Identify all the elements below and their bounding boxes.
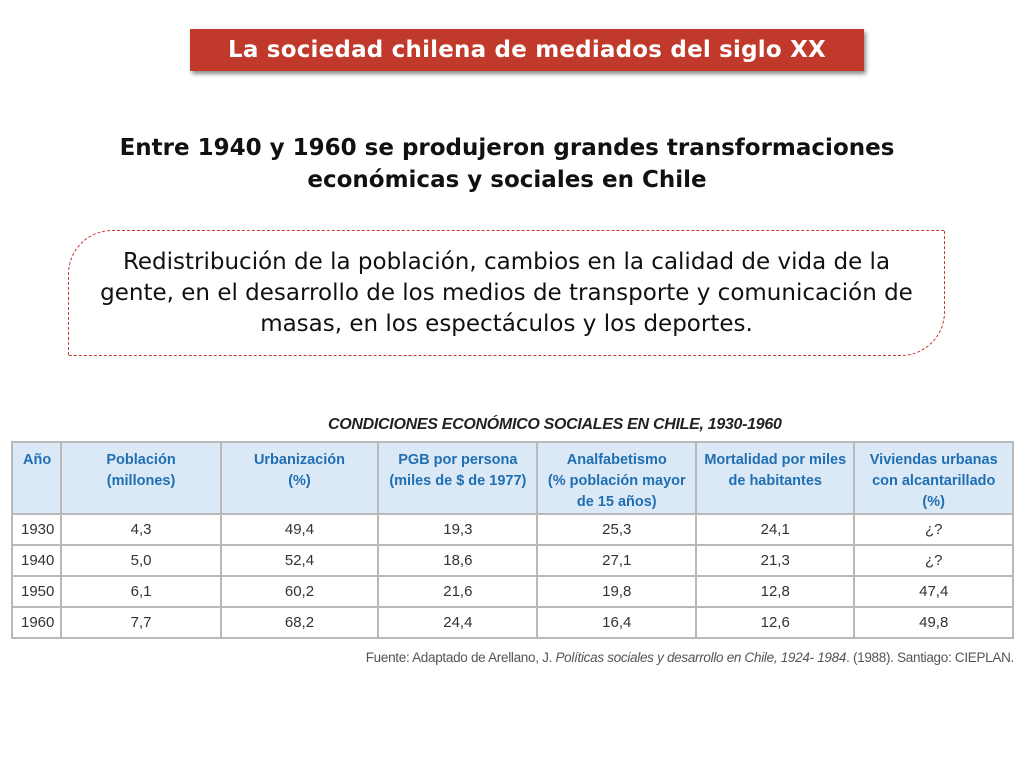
cell-population: 6,1 bbox=[61, 576, 220, 607]
table-header-row bbox=[12, 442, 1013, 514]
table-row bbox=[12, 576, 1013, 607]
table-row bbox=[12, 545, 1013, 576]
cell-illiteracy: 16,4 bbox=[537, 607, 696, 638]
header-gdp-line1: PGB por persona bbox=[398, 452, 518, 468]
header-illiteracy-line1: Analfabetismo bbox=[566, 452, 667, 468]
cell-urbanization: 60,2 bbox=[221, 576, 379, 607]
cell-sewerage: ¿? bbox=[854, 545, 1013, 576]
header-urbanization-line1: Urbanización bbox=[253, 452, 345, 468]
cell-year: 1930 bbox=[12, 514, 61, 545]
header-population-line2: (millones) bbox=[106, 473, 176, 489]
header-urbanization-line2: (%) bbox=[288, 473, 311, 489]
callout-box bbox=[68, 230, 945, 356]
subtitle-line-1: Entre 1940 y 1960 se produjeron grandes transformaciones bbox=[119, 135, 895, 161]
header-year-label: Año bbox=[23, 452, 52, 468]
cell-mortality: 12,6 bbox=[696, 607, 854, 638]
header-illiteracy bbox=[537, 442, 696, 514]
cell-urbanization: 68,2 bbox=[221, 607, 379, 638]
cell-illiteracy: 19,8 bbox=[537, 576, 696, 607]
header-sewerage-line1: Viviendas urbanas bbox=[869, 452, 998, 468]
cell-sewerage: ¿? bbox=[854, 514, 1013, 545]
header-year bbox=[12, 442, 61, 514]
table-row bbox=[12, 514, 1013, 545]
subtitle bbox=[40, 132, 974, 196]
source-suffix: . (1988). Santiago: CIEPLAN. bbox=[846, 650, 1014, 665]
header-mortality-line1: Mortalidad por miles bbox=[704, 452, 847, 468]
header-gdp-line2: (miles de $ de 1977) bbox=[389, 473, 527, 489]
cell-sewerage: 49,8 bbox=[854, 607, 1013, 638]
header-illiteracy-line2: (% población mayor bbox=[547, 473, 686, 489]
cell-mortality: 21,3 bbox=[696, 545, 854, 576]
cell-gdp: 24,4 bbox=[378, 607, 537, 638]
header-mortality bbox=[696, 442, 854, 514]
header-population-line1: Población bbox=[106, 452, 176, 468]
header-mortality-line2: de habitantes bbox=[728, 473, 822, 489]
cell-urbanization: 49,4 bbox=[221, 514, 379, 545]
cell-gdp: 21,6 bbox=[378, 576, 537, 607]
slide-title-text: La sociedad chilena de mediados del siglo XX bbox=[228, 37, 826, 63]
header-gdp bbox=[378, 442, 537, 514]
table-title: CONDICIONES ECONÓMICO SOCIALES EN CHILE, 1930-1960 bbox=[328, 416, 782, 433]
cell-year: 1950 bbox=[12, 576, 61, 607]
callout-text: Redistribución de la población, cambios en la calidad de vida de la gente, en el desarrollo de los medios de transporte y comunicación de masas, en los espectáculos y los deportes. bbox=[100, 248, 913, 337]
subtitle-line-2: económicas y sociales en Chile bbox=[307, 167, 707, 193]
header-sewerage-line2: con alcantarillado bbox=[872, 473, 996, 489]
slide-title bbox=[190, 29, 864, 71]
cell-illiteracy: 25,3 bbox=[537, 514, 696, 545]
header-population bbox=[61, 442, 220, 514]
header-sewerage bbox=[854, 442, 1013, 514]
cell-population: 4,3 bbox=[61, 514, 220, 545]
cell-mortality: 24,1 bbox=[696, 514, 854, 545]
cell-gdp: 19,3 bbox=[378, 514, 537, 545]
cell-urbanization: 52,4 bbox=[221, 545, 379, 576]
header-urbanization bbox=[221, 442, 379, 514]
table-row bbox=[12, 607, 1013, 638]
source-prefix: Fuente: Adaptado de Arellano, J. bbox=[365, 650, 556, 665]
source-title: Políticas sociales y desarrollo en Chile, 1924- 1984 bbox=[555, 650, 847, 665]
header-sewerage-line3: (%) bbox=[922, 494, 945, 510]
cell-population: 7,7 bbox=[61, 607, 220, 638]
cell-illiteracy: 27,1 bbox=[537, 545, 696, 576]
cell-sewerage: 47,4 bbox=[854, 576, 1013, 607]
header-illiteracy-line3: de 15 años) bbox=[576, 494, 657, 510]
cell-population: 5,0 bbox=[61, 545, 220, 576]
cell-mortality: 12,8 bbox=[696, 576, 854, 607]
table-source bbox=[366, 650, 1014, 665]
cell-gdp: 18,6 bbox=[378, 545, 537, 576]
cell-year: 1960 bbox=[12, 607, 61, 638]
data-table bbox=[11, 441, 1014, 639]
cell-year: 1940 bbox=[12, 545, 61, 576]
